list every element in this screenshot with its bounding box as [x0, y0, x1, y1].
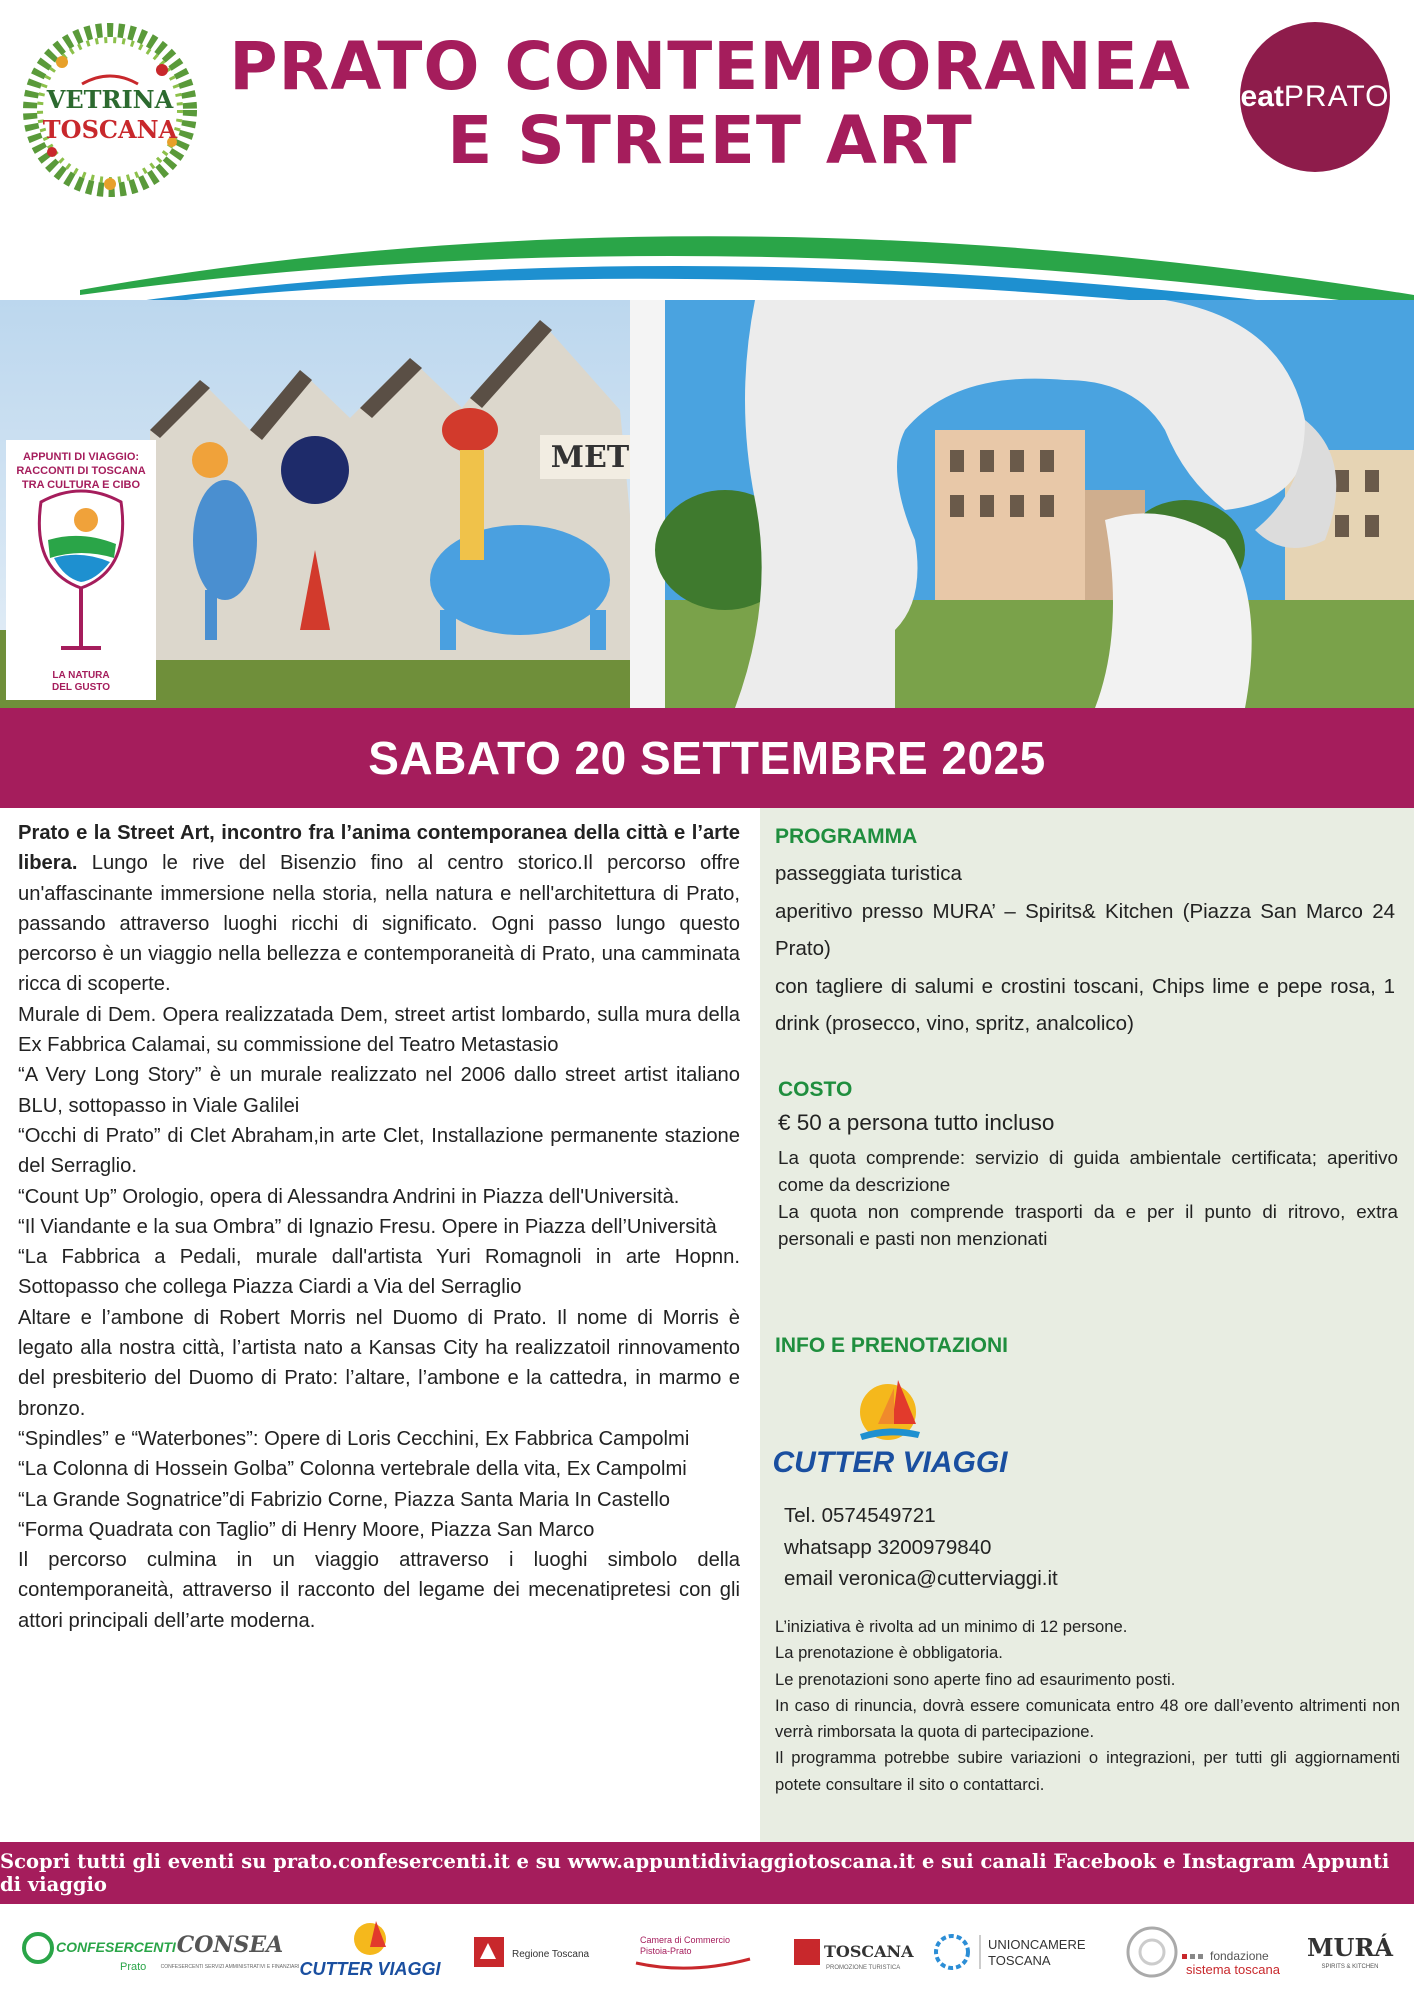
note-line: Le prenotazioni sono aperte fino ad esaurimento posti. — [775, 1669, 1176, 1689]
svg-text:MURÁ: MURÁ — [1306, 1933, 1394, 1962]
costo-includes: La quota comprende: servizio di guida ambientale certificata; aperitivo come da descrizione — [778, 1147, 1398, 1195]
programma-list — [775, 855, 1395, 1043]
list-item: “A Very Long Story” è un murale realizzato nel 2006 dallo street artist italiano BLU, sottopasso in Viale Galilei — [18, 1064, 740, 1117]
svg-text:APPUNTI DI VIAGGIO:: APPUNTI DI VIAGGIO: — [22, 451, 140, 463]
note-line: La prenotazione è obbligatoria. — [775, 1643, 1003, 1663]
svg-text:CUTTER VIAGGI: CUTTER VIAGGI — [299, 1959, 441, 1979]
svg-text:UNIONCAMERE: UNIONCAMERE — [988, 1937, 1086, 1952]
date-band — [0, 708, 1414, 808]
contacts — [784, 1500, 1058, 1595]
list-item: “Count Up” Orologio, opera di Alessandra Andrini in Piazza dell'Università. — [18, 1185, 680, 1208]
svg-text:Camera di Commercio: Camera di Commercio — [640, 1935, 731, 1945]
description-column — [18, 818, 740, 1636]
unioncamere-toscana-logo — [930, 1904, 1110, 2000]
programma-heading: PROGRAMMA — [775, 825, 918, 848]
svg-text:DEL GUSTO: DEL GUSTO — [52, 682, 110, 693]
booking-notes — [775, 1614, 1400, 1798]
costo-excludes: La quota non comprende trasporti da e per il punto di ritrovo, extra personali e pasti non menzionati — [778, 1201, 1398, 1249]
camera-commercio-logo — [630, 1904, 760, 2000]
cutter-viaggi-sponsor-logo — [300, 1904, 440, 2000]
svg-text:TOSCANA: TOSCANA — [824, 1942, 914, 1961]
note-line: L’iniziativa è rivolta ad un minimo di 12 persone. — [775, 1617, 1128, 1636]
svg-text:Pistoia-Prato: Pistoia-Prato — [640, 1946, 692, 1956]
email-address[interactable]: email veronica@cutterviaggi.it — [784, 1567, 1058, 1590]
footer-text[interactable]: Scopri tutti gli eventi su prato.confesercenti.it e su www.appuntidiviaggiotoscana.it e sui canali Facebook e Instagram Appunti di viaggio — [0, 1850, 1390, 1896]
svg-text:TRA CULTURA E CIBO: TRA CULTURA E CIBO — [21, 479, 141, 491]
sponsor-logos — [0, 1904, 1414, 2000]
svg-text:CONFESERCENTI SERVIZI AMMINIST: CONFESERCENTI SERVIZI AMMINISTRATIVI E FINANZIARI — [160, 1964, 300, 1970]
cutter-viaggi-logo — [772, 1374, 1008, 1480]
mura-logo — [1300, 1904, 1400, 2000]
list-item: “La Grande Sognatrice”di Fabrizio Corne, Piazza Santa Maria In Castello — [18, 1488, 670, 1511]
met-sign: MET — [550, 440, 630, 475]
regione-toscana-logo — [470, 1904, 600, 2000]
svg-text:CONSEA: CONSEA — [176, 1932, 284, 1958]
phone-number[interactable]: Tel. 0574549721 — [784, 1504, 936, 1527]
intro-paragraph — [18, 818, 740, 1000]
svg-text:Regione Toscana: Regione Toscana — [512, 1949, 590, 1960]
consea-logo — [160, 1904, 300, 2000]
list-item: “La Fabbrica a Pedali, murale dall'artista Yuri Romagnoli in arte Hopnn. Sottopasso che collega Piazza Ciardi a Via del Serraglio — [18, 1246, 740, 1299]
svg-text:Prato: Prato — [120, 1961, 147, 1973]
eatprato-eat: eat — [1240, 80, 1284, 113]
list-item: “Occhi di Prato” di Clet Abraham,in arte Clet, Installazione permanente stazione del Serraglio. — [18, 1124, 740, 1178]
intro-bold: Prato e la Street Art, incontro fra l’anima contemporanea della città e l’arte libera. — [18, 822, 740, 875]
svg-text:SPIRITS & KITCHEN: SPIRITS & KITCHEN — [1321, 1964, 1379, 1970]
list-item: “Forma Quadrata con Taglio” di Henry Moore, Piazza San Marco — [18, 1518, 595, 1541]
programma-line: con tagliere di salumi e crostini toscani, Chips lime e pepe rosa, 1 drink (prosecco, vino, spritz, analcolico) — [775, 974, 1395, 1035]
list-item: “La Colonna di Hossein Golba” Colonna vertebrale della vita, Ex Campolmi — [18, 1458, 687, 1481]
closing-paragraph: Il percorso culmina in un viaggio attraverso i luoghi simbolo della contemporaneità, attraverso il racconto del legame dei mecenatipretesi con gli attori principali dell’arte moderna. — [18, 1549, 740, 1632]
costo-details — [778, 1144, 1398, 1252]
eatprato-prato: PRATO — [1283, 80, 1390, 113]
svg-text:VETRINA: VETRINA — [46, 85, 174, 114]
eatprato-logo — [1240, 22, 1390, 172]
svg-text:TOSCANA: TOSCANA — [42, 115, 178, 144]
footer-band — [0, 1842, 1414, 1904]
info-heading: INFO E PRENOTAZIONI — [775, 1334, 1008, 1357]
page-title — [210, 30, 1210, 178]
note-line: In caso di rinuncia, dovrà essere comunicata entro 48 ore dall’evento altrimenti non verrà rimborsata la quota di partecipazione. — [775, 1695, 1400, 1742]
intro-rest: Lungo le rive del Bisenzio fino al centro storico.Il percorso offre un'affascinante immersione nella storia, nella natura e nell'architettura di Prato, passando attraverso luoghi ricchi di significato. Ogni passo lungo questo percorso è un viaggio nella bellezza e contemporaneità di Prato, una camminata ricca di scoperte. — [18, 852, 740, 996]
title-line-1: PRATO CONTEMPORANEA — [229, 28, 1191, 105]
vetrina-toscana-logo — [22, 22, 198, 198]
toscana-promozione-logo — [790, 1904, 920, 2000]
costo-heading: COSTO — [778, 1078, 853, 1101]
programma-line: passeggiata turistica — [775, 862, 962, 885]
svg-text:TOSCANA: TOSCANA — [988, 1953, 1051, 1968]
svg-text:RACCONTI DI TOSCANA: RACCONTI DI TOSCANA — [16, 465, 146, 477]
event-date: SABATO 20 SETTEMBRE 2025 — [368, 732, 1046, 784]
note-line: Il programma potrebbe subire variazioni o integrazioni, per tutti gli aggiornamenti potete consultare il sito o contattarci. — [775, 1748, 1400, 1794]
appunti-di-viaggio-badge — [6, 440, 156, 700]
programma-line: aperitivo presso MURA’ – Spirits& Kitchen (Piazza San Marco 24 Prato) — [775, 899, 1395, 960]
fondazione-sistema-toscana-logo — [1120, 1904, 1300, 2000]
list-item: “Il Viandante e la sua Ombra” di Ignazio Fresu. Opere in Piazza dell’Università — [18, 1215, 717, 1238]
svg-text:CUTTER VIAGGI: CUTTER VIAGGI — [772, 1446, 1008, 1479]
list-item: Murale di Dem. Opera realizzatada Dem, street artist lombardo, sulla mura della Ex Fabbrica Calamai, su commissione del Teatro Metastasio — [18, 1003, 740, 1057]
svg-text:sistema toscana: sistema toscana — [1186, 1962, 1280, 1977]
svg-text:fondazione: fondazione — [1210, 1949, 1269, 1963]
svg-text:LA NATURA: LA NATURA — [52, 670, 110, 681]
whatsapp-number[interactable]: whatsapp 3200979840 — [784, 1535, 992, 1559]
sculpture-photo — [665, 300, 1414, 708]
svg-text:PROMOZIONE TURISTICA: PROMOZIONE TURISTICA — [826, 1965, 901, 1971]
list-item: “Spindles” e “Waterbones”: Opere di Loris Cecchini, Ex Fabbrica Campolmi — [18, 1427, 690, 1450]
confesercenti-logo — [20, 1904, 176, 2000]
title-line-2: E STREET ART — [447, 102, 973, 179]
list-item: Altare e l’ambone di Robert Morris nel Duomo di Prato. Il nome di Morris è legato alla nostra città, l’artista nato a Kansas City ha realizzatoil rinnovamento del presbiterio del Duomo di Prato: l’altare, l’ambone e la cattedra, in marmo e bronzo. — [18, 1306, 740, 1420]
svg-text:CONFESERCENTI: CONFESERCENTI — [56, 1939, 176, 1955]
costo-price: € 50 a persona tutto incluso — [778, 1110, 1055, 1135]
